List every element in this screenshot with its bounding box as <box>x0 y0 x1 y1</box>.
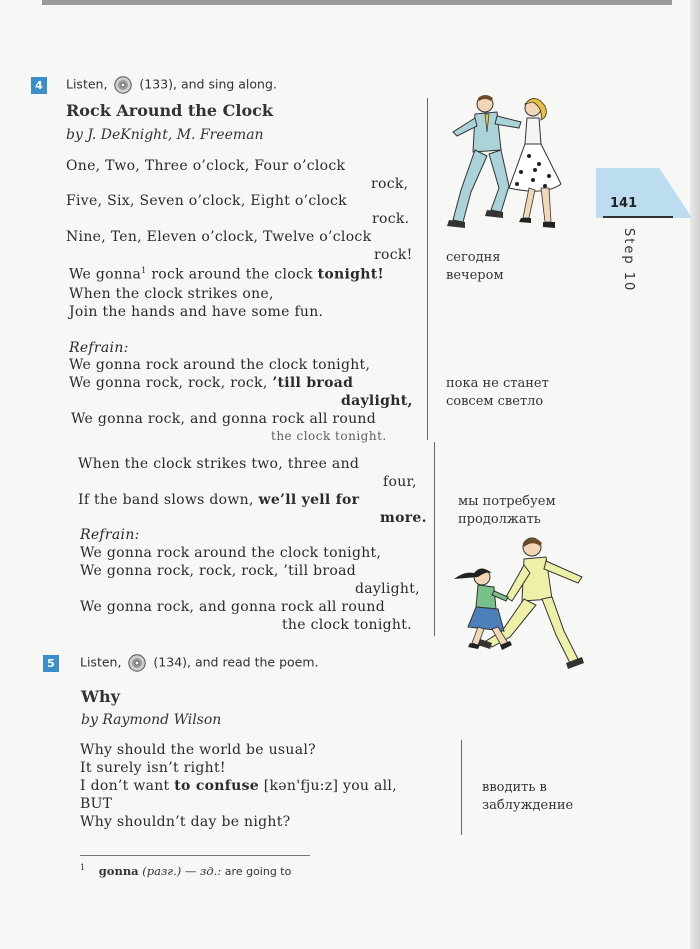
song-line: the clock tonight. <box>271 429 387 443</box>
refrain-label: Refrain: <box>69 340 129 356</box>
gloss-line: продолжать <box>458 512 541 527</box>
gloss-tonight <box>446 249 504 285</box>
song-line <box>69 266 384 283</box>
song-line: Five, Six, Seven o’clock, Eight o’clock <box>66 193 347 209</box>
task4-instruction <box>66 76 277 94</box>
song-line-bold: more. <box>380 510 427 526</box>
task4-instruction-end: (133), and sing along. <box>139 76 277 92</box>
song-line-part: We gonna rock, rock, rock, <box>69 375 268 391</box>
gloss-till-daylight <box>446 375 549 411</box>
song-title: Rock Around the Clock <box>66 101 273 120</box>
gloss-line: заблуждение <box>482 798 574 813</box>
task5-instruction <box>80 654 319 672</box>
song-line: We gonna rock, rock, rock, ’till broad <box>80 563 356 579</box>
gloss-line: пока не станет <box>446 376 549 391</box>
song-line-bold: ’till broad <box>272 375 354 391</box>
task5-instruction-end: (134), and read the poem. <box>153 654 319 670</box>
page-top-edge <box>42 0 672 5</box>
column-divider <box>461 740 462 835</box>
column-divider <box>427 98 428 440</box>
poem-line-bold: to confuse <box>174 778 259 794</box>
footnote-word: gonna <box>98 863 139 878</box>
poem-line: Why shouldn’t day be night? <box>80 814 291 830</box>
footnote-label: (разг.) <box>142 863 182 878</box>
song-line-part: We gonna <box>69 266 142 283</box>
song-line <box>78 492 359 508</box>
song-line: Nine, Ten, Eleven o’clock, Twelve o’clock <box>66 229 372 245</box>
poem-line <box>80 778 397 794</box>
footnote-text: are going to <box>224 864 292 878</box>
song-line: One, Two, Three o’clock, Four o’clock <box>66 158 346 174</box>
footnote <box>80 863 291 878</box>
footnote-dash: — <box>184 863 197 878</box>
task-number-5: 5 <box>43 655 59 672</box>
page-number-rule <box>603 216 673 218</box>
task-number-4: 4 <box>31 77 47 94</box>
song-line-bold: we’ll yell for <box>258 492 360 508</box>
dancing-couple-illustration <box>445 92 565 240</box>
poem-line: BUT <box>80 796 113 812</box>
song-line: When the clock strikes two, three and <box>78 456 360 472</box>
song-line: rock! <box>374 247 413 263</box>
footnote-marker: 1 <box>141 266 147 275</box>
task4-instruction-start: Listen, <box>66 76 108 92</box>
poem-line-part: I don’t want <box>80 778 170 794</box>
task5-instruction-start: Listen, <box>80 654 122 670</box>
dancing-couple-illustration-2 <box>446 535 596 675</box>
song-line: We gonna rock around the clock tonight, <box>69 357 371 373</box>
step-label: Step 10 <box>621 228 636 293</box>
song-line: rock. <box>372 211 410 227</box>
poem-line: It surely isn’t right! <box>80 760 226 776</box>
column-divider <box>434 442 435 636</box>
song-line: We gonna rock, and gonna rock all round <box>71 411 377 427</box>
refrain-label: Refrain: <box>80 527 140 543</box>
page-number: 141 <box>610 196 638 211</box>
song-line: We gonna rock around the clock tonight, <box>80 545 382 561</box>
gloss-line: вводить в <box>482 780 547 795</box>
page-right-edge <box>690 0 700 949</box>
gloss-confuse <box>482 779 573 815</box>
footnote-rule <box>80 855 310 856</box>
gloss-line: вечером <box>446 268 504 283</box>
gloss-line: сегодня <box>446 250 501 265</box>
song-line <box>69 375 353 391</box>
poem-line-part: [kən'fju:z] you all, <box>263 778 397 794</box>
song-byline: by J. DeKnight, M. Freeman <box>66 127 264 143</box>
poem-line: Why should the world be usual? <box>80 742 316 758</box>
song-line-part: If the band slows down, <box>78 492 254 508</box>
song-line: Join the hands and have some fun. <box>69 304 324 320</box>
cd-audio-icon <box>114 76 132 94</box>
song-line: four, <box>383 474 417 490</box>
gloss-line: мы потребуем <box>458 494 556 509</box>
song-line: rock, <box>371 176 409 192</box>
song-line: daylight, <box>355 581 420 597</box>
song-line: We gonna rock, and gonna rock all round <box>80 599 386 615</box>
poem-byline: by Raymond Wilson <box>81 712 222 728</box>
footnote-number: 1 <box>80 863 86 872</box>
song-line: the clock tonight. <box>282 617 412 633</box>
gloss-yell-for-more <box>458 493 556 529</box>
song-line-part: rock around the clock <box>151 266 313 283</box>
cd-audio-icon <box>128 654 146 672</box>
poem-title: Why <box>81 687 120 706</box>
song-line: When the clock strikes one, <box>69 286 274 302</box>
gloss-line: совсем светло <box>446 394 544 409</box>
footnote-note: зд.: <box>200 863 222 878</box>
song-line-bold: tonight! <box>317 266 384 283</box>
song-line-bold: daylight, <box>341 393 413 409</box>
